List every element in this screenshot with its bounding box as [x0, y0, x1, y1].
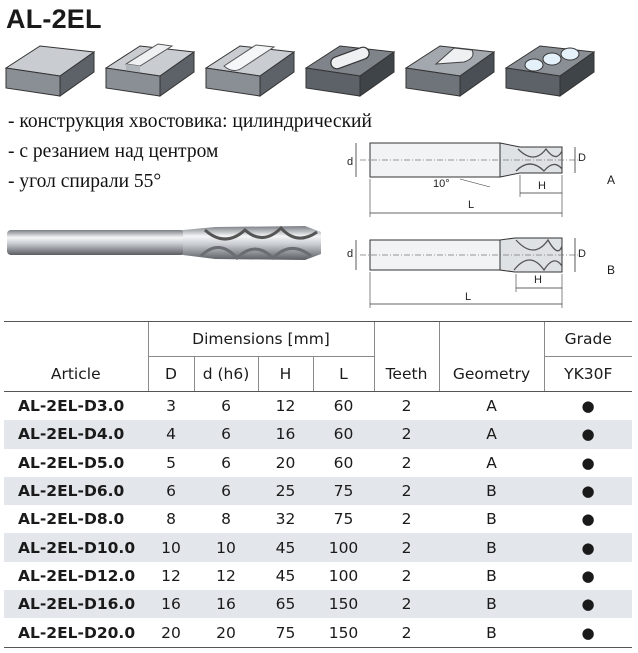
- cell-D: 16: [148, 590, 194, 618]
- dim-d-label-a: d: [347, 156, 354, 168]
- cell-article: AL-2EL-D20.0: [4, 618, 148, 647]
- cell-L: 75: [333, 510, 354, 529]
- cell-geometry: B: [439, 533, 544, 561]
- cell-L: 60: [313, 420, 374, 448]
- geometry-b-label: B: [607, 263, 616, 277]
- header-teeth-spacer: [374, 322, 439, 357]
- cell-geometry: B: [439, 477, 544, 505]
- cell-d: 16: [194, 590, 258, 618]
- cell-d: 6: [221, 453, 231, 472]
- pocket-milling-block-icon: [302, 30, 398, 100]
- geometry-a-label: A: [607, 173, 616, 187]
- col-teeth: Teeth: [374, 357, 439, 392]
- cell-H: 16: [258, 420, 313, 448]
- dim-H-label-a: H: [538, 180, 546, 192]
- cell-d: 6: [194, 420, 258, 448]
- cell-article: AL-2EL-D4.0: [4, 420, 148, 448]
- cell-L: 150: [313, 618, 374, 647]
- table-row: [4, 618, 632, 647]
- cell-D: 20: [148, 618, 194, 647]
- cell-teeth: 2: [401, 566, 412, 585]
- cell-d: 6: [194, 477, 258, 505]
- cell-teeth: 2: [374, 477, 439, 505]
- application-icons: [0, 30, 638, 100]
- cell-H: 45: [258, 533, 313, 561]
- cell-geometry: A: [439, 420, 544, 448]
- cell-grade-dot: ●: [581, 397, 595, 416]
- cell-grade-dot: ●: [581, 566, 595, 585]
- dim-L-label-a: L: [468, 199, 475, 211]
- cell-grade-dot: ●: [544, 590, 632, 618]
- cell-D: 8: [166, 510, 176, 529]
- cell-grade-dot: ●: [544, 420, 632, 448]
- cell-d: 8: [221, 510, 231, 529]
- dim-d-label-b: d: [347, 248, 354, 260]
- table-row: [4, 590, 632, 618]
- angle-label: 10°: [433, 178, 450, 190]
- header-grade: Grade: [544, 322, 632, 357]
- col-L: L: [313, 357, 374, 392]
- feature-helix-angle: - угол спирали 55°: [8, 171, 162, 192]
- cell-article: AL-2EL-D5.0: [18, 453, 125, 472]
- cell-L: 150: [313, 590, 374, 618]
- cell-H: 45: [275, 566, 296, 585]
- cell-geometry: B: [486, 566, 497, 585]
- cell-geometry: B: [439, 590, 544, 618]
- cell-teeth: 2: [401, 510, 412, 529]
- cell-geometry: A: [486, 453, 497, 472]
- cell-teeth: 2: [401, 397, 412, 416]
- cell-d: 6: [221, 397, 231, 416]
- header-geometry-spacer: [439, 322, 544, 357]
- round-slot-block-icon: [202, 30, 298, 100]
- cell-grade-dot: ●: [581, 453, 595, 472]
- cell-article: AL-2EL-D8.0: [18, 510, 125, 529]
- header-dimensions: Dimensions [mm]: [148, 322, 374, 357]
- side-milling-block-icon: [2, 30, 98, 100]
- cell-grade-dot: ●: [544, 477, 632, 505]
- cell-L: 60: [333, 453, 354, 472]
- technical-drawing-b: [330, 228, 630, 313]
- cell-grade-dot: ●: [544, 618, 632, 647]
- feature-shank: - конструкция хвостовика: цилиндрический: [8, 111, 372, 132]
- cell-geometry: B: [486, 510, 497, 529]
- cell-d: 12: [216, 566, 236, 585]
- table-row: [4, 392, 632, 421]
- col-H: H: [258, 357, 313, 392]
- table-row: [4, 420, 632, 448]
- cell-L: 75: [313, 477, 374, 505]
- cell-H: 12: [275, 397, 296, 416]
- end-mill-photo: [5, 218, 325, 268]
- cell-teeth: 2: [401, 453, 412, 472]
- cell-H: 25: [258, 477, 313, 505]
- cell-geometry: B: [439, 618, 544, 647]
- cell-teeth: 2: [374, 590, 439, 618]
- cell-H: 20: [275, 453, 296, 472]
- cell-grade-dot: ●: [581, 510, 595, 529]
- cell-article: AL-2EL-D10.0: [4, 533, 148, 561]
- cell-d: 20: [194, 618, 258, 647]
- feature-list: [8, 107, 372, 197]
- table-row: [4, 449, 632, 477]
- col-geometry: Geometry: [439, 357, 544, 392]
- col-grade-yk30f: YK30F: [544, 357, 632, 392]
- cell-article: AL-2EL-D16.0: [4, 590, 148, 618]
- specification-table: [4, 321, 632, 648]
- cell-D: 6: [148, 477, 194, 505]
- cell-H: 65: [258, 590, 313, 618]
- drilling-block-icon: [502, 30, 598, 100]
- dim-D-label-a: D: [578, 152, 586, 164]
- col-D: D: [148, 357, 194, 392]
- col-d-h6: d (h6): [194, 357, 258, 392]
- dim-H-label-b: H: [534, 274, 542, 286]
- cell-L: 100: [313, 533, 374, 561]
- cell-D: 4: [148, 420, 194, 448]
- cell-D: 5: [166, 453, 176, 472]
- ramping-block-icon: [402, 30, 498, 100]
- cell-D: 12: [161, 566, 181, 585]
- cell-article: AL-2EL-D3.0: [18, 397, 125, 416]
- cell-H: 75: [258, 618, 313, 647]
- product-title: AL-2EL: [6, 4, 102, 34]
- table-row: [4, 505, 632, 533]
- cell-grade-dot: ●: [544, 533, 632, 561]
- dim-L-label-b: L: [465, 291, 472, 303]
- feature-center-cutting: - с резанием над центром: [8, 141, 219, 162]
- col-article: Article: [4, 357, 148, 392]
- table-row: [4, 562, 632, 590]
- technical-drawing-a: [330, 135, 630, 220]
- cell-D: 10: [148, 533, 194, 561]
- cell-L: 60: [333, 397, 354, 416]
- cell-D: 3: [166, 397, 176, 416]
- dim-D-label-b: D: [578, 248, 586, 260]
- cell-H: 32: [275, 510, 296, 529]
- header-article-spacer: [4, 322, 148, 357]
- cell-teeth: 2: [374, 618, 439, 647]
- cell-teeth: 2: [374, 420, 439, 448]
- cell-geometry: A: [486, 397, 497, 416]
- table-row: [4, 533, 632, 561]
- table-row: [4, 477, 632, 505]
- slot-milling-block-icon: [102, 30, 198, 100]
- cell-d: 10: [194, 533, 258, 561]
- cell-teeth: 2: [374, 533, 439, 561]
- cell-L: 100: [328, 566, 359, 585]
- cell-article: AL-2EL-D6.0: [4, 477, 148, 505]
- cell-article: AL-2EL-D12.0: [18, 566, 136, 585]
